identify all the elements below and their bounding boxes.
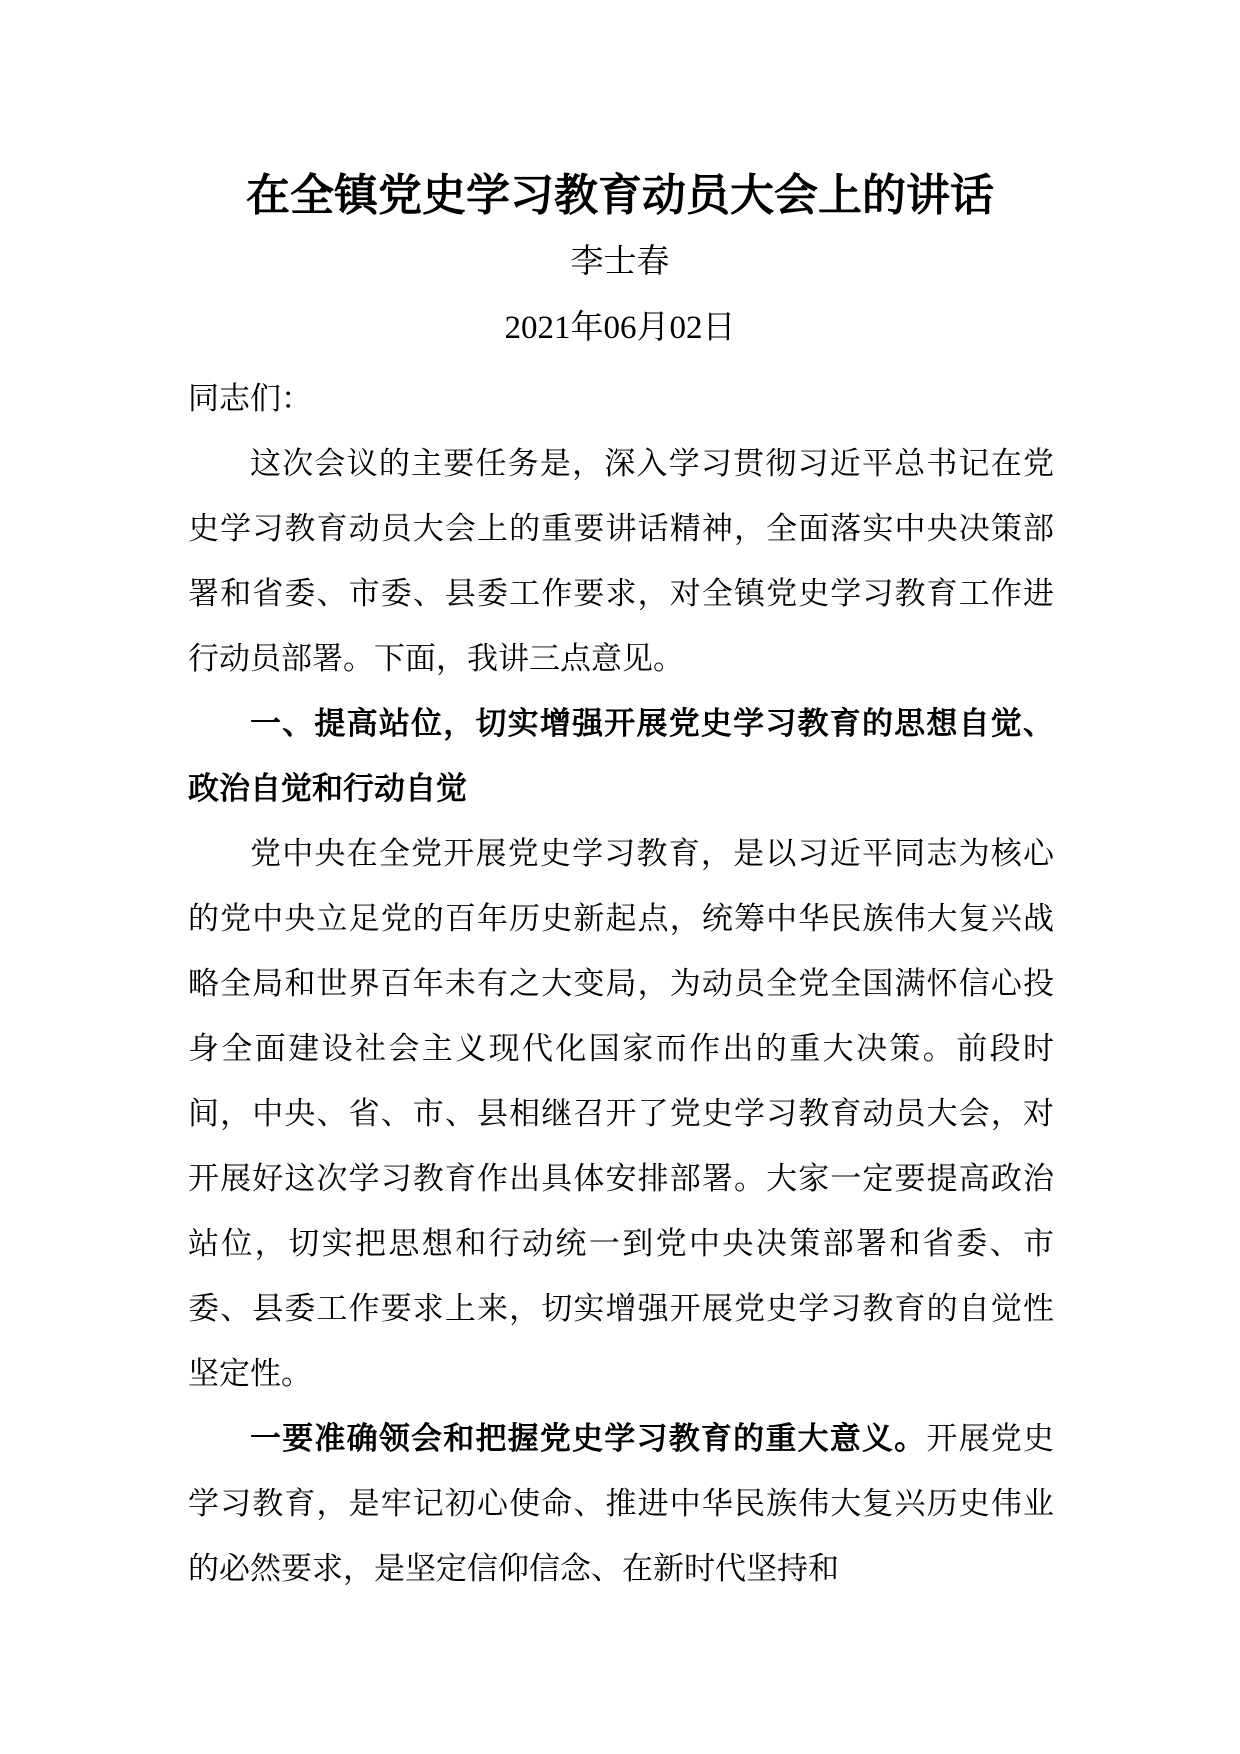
point-body: 开展党史学习教育，是牢记初心使命、推进中华民族伟大复兴历史伟业的必然要求，是坚定信仰信念、在新时代坚持和 bbox=[188, 1421, 1054, 1587]
document-date: 2021年06月02日 bbox=[504, 310, 736, 346]
paragraph-point1 bbox=[188, 1407, 1054, 1602]
document-body bbox=[188, 367, 1054, 1602]
section-heading-1: 一、提高站位，切实增强开展党史学习教育的思想自觉、政治自觉和行动自觉 bbox=[188, 706, 1054, 807]
salutation: 同志们： bbox=[188, 381, 312, 417]
document-title: 在全镇党史学习教育动员大会上的讲话 bbox=[246, 170, 994, 221]
paragraph-section1: 党中央在全党开展党史学习教育，是以习近平同志为核心的党中央立足党的百年历史新起点，统筹中华民族伟大复兴战略全局和世界百年未有之大变局，为动员全党全国满怀信心投身全面建设社会主义现代化国家而作出的重大决策。前段时间，中央、省、市、县相继召开了党史学习教育动员大会，对开展好这次学习教育作出具体安排部署。大家一定要提高政治站位，切实把思想和行动统一到党中央决策部署和省委、市委、县委工作要求上来，切实增强开展党史学习教育的自觉性坚定性。 bbox=[188, 836, 1054, 1392]
paragraph-intro: 这次会议的主要任务是，深入学习贯彻习近平总书记在党史学习教育动员大会上的重要讲话精神，全面落实中央决策部署和省委、市委、县委工作要求，对全镇党史学习教育工作进行动员部署。下面，我讲三点意见。 bbox=[188, 446, 1054, 677]
document-author: 李士春 bbox=[570, 241, 670, 280]
point-lead: 一要准确领会和把握党史学习教育的重大意义。 bbox=[250, 1421, 927, 1457]
